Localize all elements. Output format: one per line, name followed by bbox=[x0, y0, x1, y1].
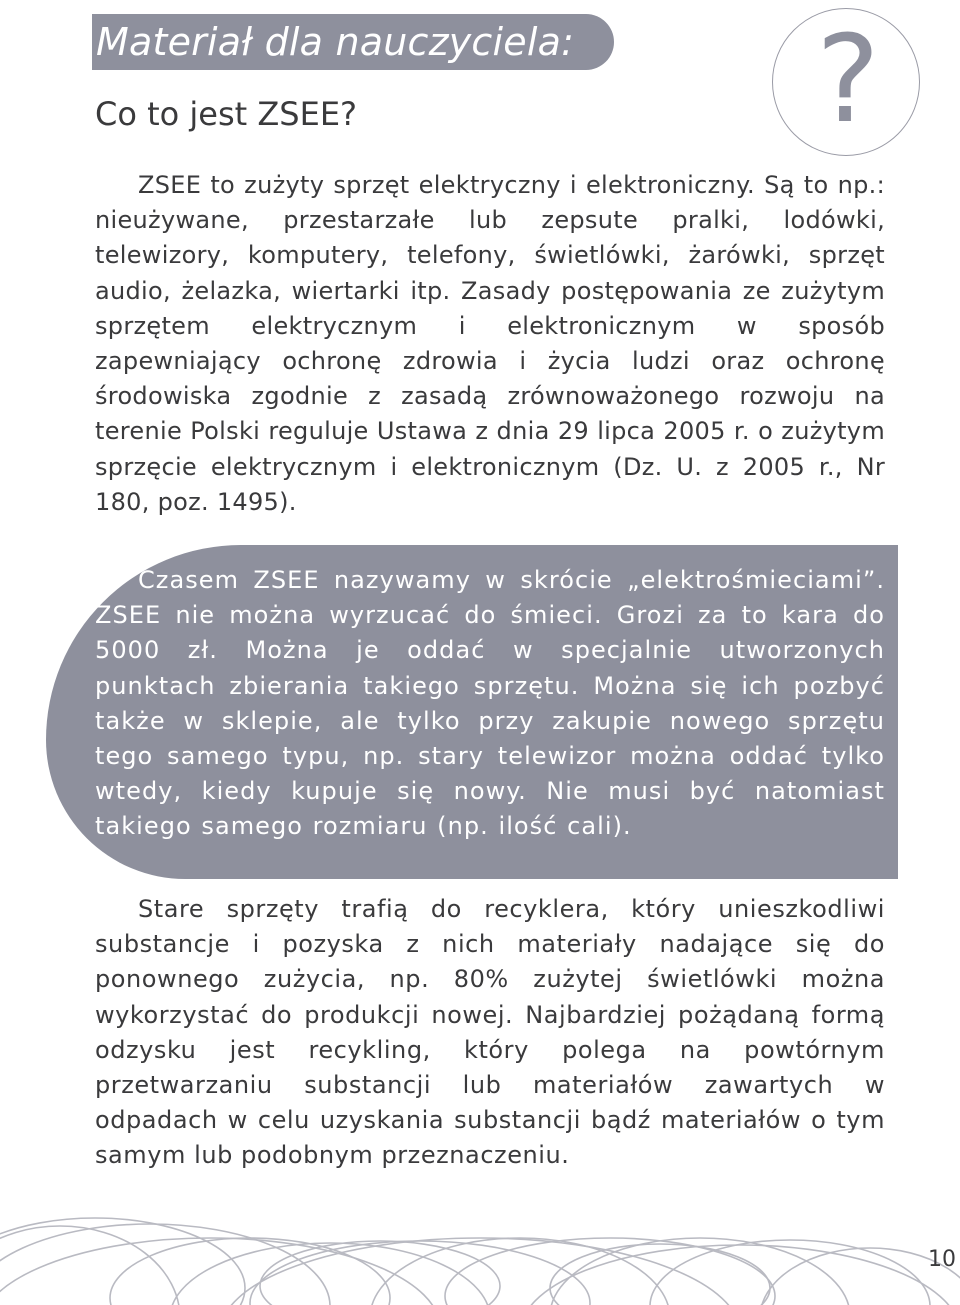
section-subtitle: Co to jest ZSEE? bbox=[95, 95, 358, 133]
question-mark-icon: ? bbox=[816, 11, 880, 150]
decorative-swirl-pattern bbox=[0, 1168, 960, 1305]
page-number: 10 bbox=[928, 1247, 956, 1272]
page-title: Materiał dla nauczyciela: bbox=[96, 20, 575, 64]
paragraph-definition: ZSEE to zużyty sprzęt elektryczny i elektroniczny. Są to np.: nieużywane, przestarzałe lub zepsute pralki, lodówki, telewizory, komputery, telefony, świetlówki, żarówki, sprzęt audio, żelazka, wiertarki itp. Zasady postępowania ze zużytym sprzętem elektrycznym i elektronicznym w sposób zapewniający ochronę zdrowia i życia ludzi oraz ochronę środowiska zgodnie z zasadą zrównoważonego rozwoju na terenie Polski reguluje Ustawa z dnia 29 lipca 2005 r. o zużytym sprzęcie elektrycznym i elektronicznym (Dz. U. z 2005 r., Nr 180, poz. 1495). bbox=[95, 171, 885, 516]
paragraph-recycling: Stare sprzęty trafią do recyklera, który unieszkodliwi substancje i pozyska z nich materiały nadające się do ponownego zużycia, np. 80% zużytej świetlówki można wykorzystać do produkcji nowej. Najbardziej pożądaną formą odzysku jest recykling, który polega na powtórnym przetwarzaniu substancji lub materiałów zawartych w odpadach w celu uzyskania substancji bądź materiałów o tym samym lub podobnym przeznaczeniu. bbox=[95, 895, 885, 1170]
paragraph-highlight: Czasem ZSEE nazywamy w skrócie „elektrośmieciami”. ZSEE nie można wyrzucać do śmieci. Grozi za to kara do 5000 zł. Można je oddać w specjalnie utworzonych punktach zbierania takiego sprzętu. Można się ich pozbyć także w sklepie, ale tylko przy zakupie nowego sprzętu tego samego typu, np. stary telewizor można oddać tylko wtedy, kiedy kupuje się nowy. Nie musi być natomiast takiego samego rozmiaru (np. ilość cali). bbox=[95, 566, 885, 841]
